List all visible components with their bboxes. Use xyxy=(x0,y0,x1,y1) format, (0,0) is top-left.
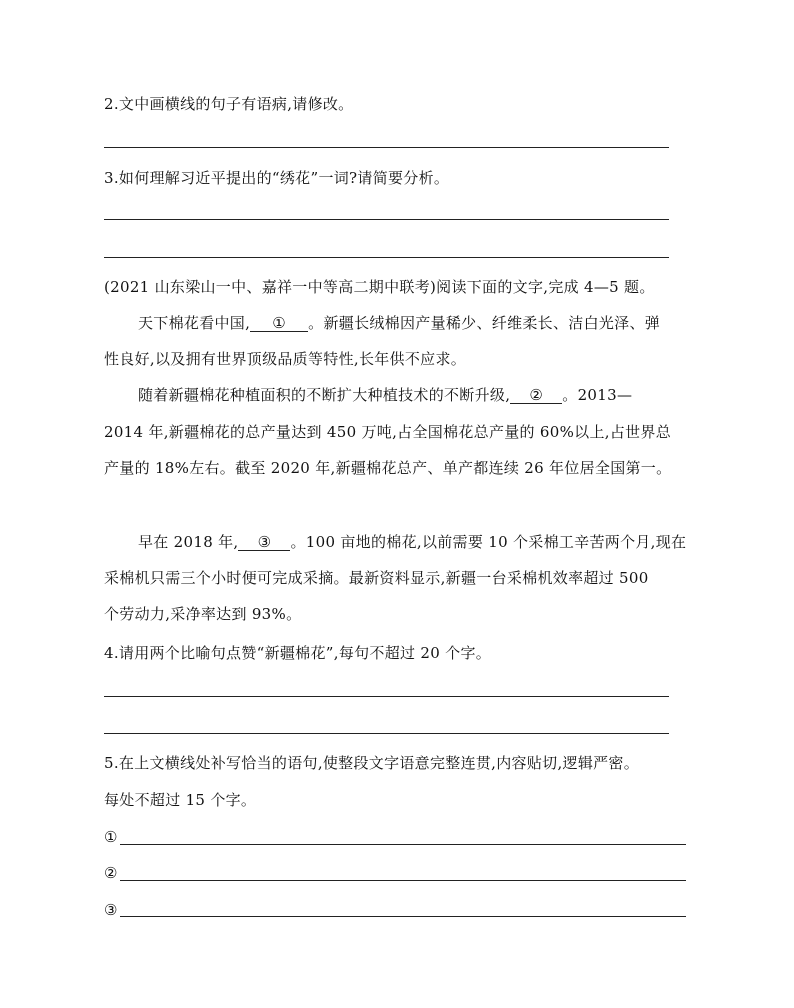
answer-line-q2[interactable] xyxy=(104,147,669,148)
answer-line-q3-1[interactable] xyxy=(104,219,669,220)
answer-line-q3-2[interactable] xyxy=(104,257,669,258)
answer-line-q5-1[interactable] xyxy=(120,844,686,845)
passage-p3-line3: 个劳动力,采净率达到 93%。 xyxy=(104,605,302,623)
question-4: 4.请用两个比喻句点赞“新疆棉花”,每句不超过 20 个字。 xyxy=(104,644,492,662)
p3-text-b: 。100 亩地的棉花,以前需要 10 个采棉工辛苦两个月,现在 xyxy=(290,533,687,551)
answer-line-q5-2[interactable] xyxy=(120,880,686,881)
passage-source: (2021 山东梁山一中、嘉祥一中等高二期中联考)阅读下面的文字,完成 4—5 题。 xyxy=(104,278,655,296)
passage-p2-line3: 产量的 18%左右。截至 2020 年,新疆棉花总产、单产都连续 26 年位居全国第一。 xyxy=(104,459,672,477)
blank-2: ② xyxy=(510,387,562,404)
question-3: 3.如何理解习近平提出的“绣花”一词?请简要分析。 xyxy=(104,169,450,187)
answer-line-q4-1[interactable] xyxy=(104,696,669,697)
answer-line-q4-2[interactable] xyxy=(104,733,669,734)
p3-text-a: 早在 2018 年, xyxy=(138,533,239,551)
p2-text-b: 。2013— xyxy=(562,386,633,404)
answer-label-2: ② xyxy=(104,864,118,882)
question-5-line2: 每处不超过 15 个字。 xyxy=(104,791,257,809)
question-2: 2.文中画横线的句子有语病,请修改。 xyxy=(104,95,354,113)
passage-p1-line1 xyxy=(138,313,660,333)
p2-text-a: 随着新疆棉花种植面积的不断扩大种植技术的不断升级, xyxy=(138,386,511,404)
question-5-line1: 5.在上文横线处补写恰当的语句,使整段文字语意完整连贯,内容贴切,逻辑严密。 xyxy=(104,754,640,772)
answer-line-q5-3[interactable] xyxy=(120,916,686,917)
p1-text-a: 天下棉花看中国, xyxy=(138,314,251,332)
passage-p2-line1 xyxy=(138,385,632,405)
answer-label-1: ① xyxy=(104,828,118,846)
passage-p2-line2: 2014 年,新疆棉花的总产量达到 450 万吨,占全国棉花总产量的 60%以上,占世界总 xyxy=(104,423,672,441)
answer-label-3: ③ xyxy=(104,901,118,919)
passage-p3-line1 xyxy=(138,532,686,552)
p1-text-b: 。新疆长绒棉因产量稀少、纤维柔长、洁白光泽、弹 xyxy=(308,314,661,332)
blank-3: ③ xyxy=(238,534,290,551)
passage-p1-line2: 性良好,以及拥有世界顶级品质等特性,长年供不应求。 xyxy=(104,350,467,368)
blank-1: ① xyxy=(250,315,308,332)
passage-p3-line2: 采棉机只需三个小时便可完成采摘。最新资料显示,新疆一台采棉机效率超过 500 xyxy=(104,569,649,587)
